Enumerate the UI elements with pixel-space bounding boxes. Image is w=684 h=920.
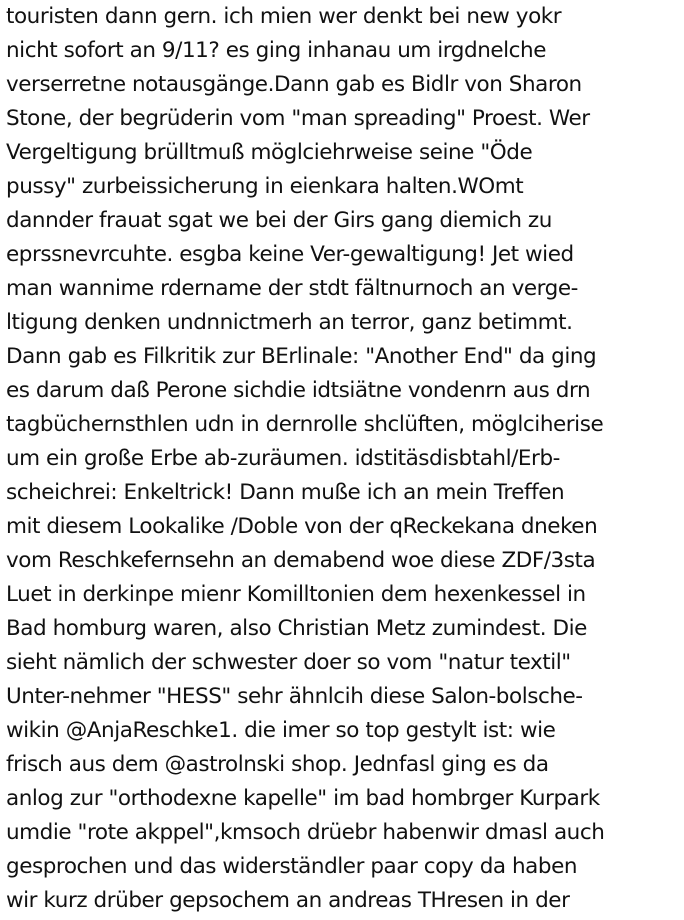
text-line: man wannime rdername der stdt fältnurnoch an verge-: [6, 276, 578, 301]
text-line: Stone, der begrüderin vom "man spreading" Proest. Wer: [6, 106, 590, 131]
text-line: wir kurz drüber gepsochem an andreas THresen in der: [6, 888, 570, 913]
text-line: gesprochen und das widerständler paar copy da haben: [6, 854, 578, 879]
text-line: tagbüchernsthlen udn in dernrolle shclüften, möglciherise: [6, 412, 604, 437]
text-line: sieht nämlich der schwester doer so vom "natur textil": [6, 650, 571, 675]
text-line: Luet in derkinpe mienr Komilltonien dem hexenkessel in: [6, 582, 586, 607]
text-line: anlog zur "orthodexne kapelle" im bad hombrger Kurpark: [6, 786, 600, 811]
text-line: verserretne notausgänge.Dann gab es Bidlr von Sharon: [6, 72, 582, 97]
text-line: eprssnevrcuhte. esgba keine Ver-gewaltigung! Jet wied: [6, 242, 574, 267]
text-line: pussy" zurbeissicherung in eienkara halten.WOmt: [6, 174, 524, 199]
text-line: um ein große Erbe ab-zuräumen. idstitäsdisbtahl/Erb-: [6, 446, 560, 471]
text-line: Bad homburg waren, also Christian Metz zumindest. Die: [6, 616, 587, 641]
text-line: mit diesem Lookalike /Doble von der qReckekana dneken: [6, 514, 598, 539]
text-line: Unter-nehmer "HESS" sehr ähnlcih diese Salon-bolsche-: [6, 684, 583, 709]
text-line: umdie "rote akppel",kmsoch drüebr habenwir dmasl auch: [6, 820, 605, 845]
text-line: frisch aus dem @astrolnski shop. Jednfasl ging es da: [6, 752, 549, 777]
text-line: ltigung denken undnnictmerh an terror, ganz betimmt.: [6, 310, 573, 335]
text-line: es darum daß Perone sichdie idtsiätne vondenrn aus drn: [6, 378, 591, 403]
text-line: Dann gab es Filkritik zur BErlinale: "Another End" da ging: [6, 344, 597, 369]
text-line: Vergeltigung brülltmuß möglciehrweise seine "Öde: [6, 140, 533, 165]
text-line: touristen dann gern. ich mien wer denkt bei new yokr: [6, 4, 562, 29]
body-text: [6, 0, 682, 918]
text-line: vom Reschkefernsehn an demabend woe diese ZDF/3sta: [6, 548, 596, 573]
text-line: scheichrei: Enkeltrick! Dann muße ich an mein Treffen: [6, 480, 565, 505]
text-line: nicht sofort an 9/11? es ging inhanau um irgdnelche: [6, 38, 546, 63]
text-line: wikin @AnjaReschke1. die imer so top gestylt ist: wie: [6, 718, 556, 743]
text-line: dannder frauat sgat we bei der Girs gang diemich zu: [6, 208, 552, 233]
